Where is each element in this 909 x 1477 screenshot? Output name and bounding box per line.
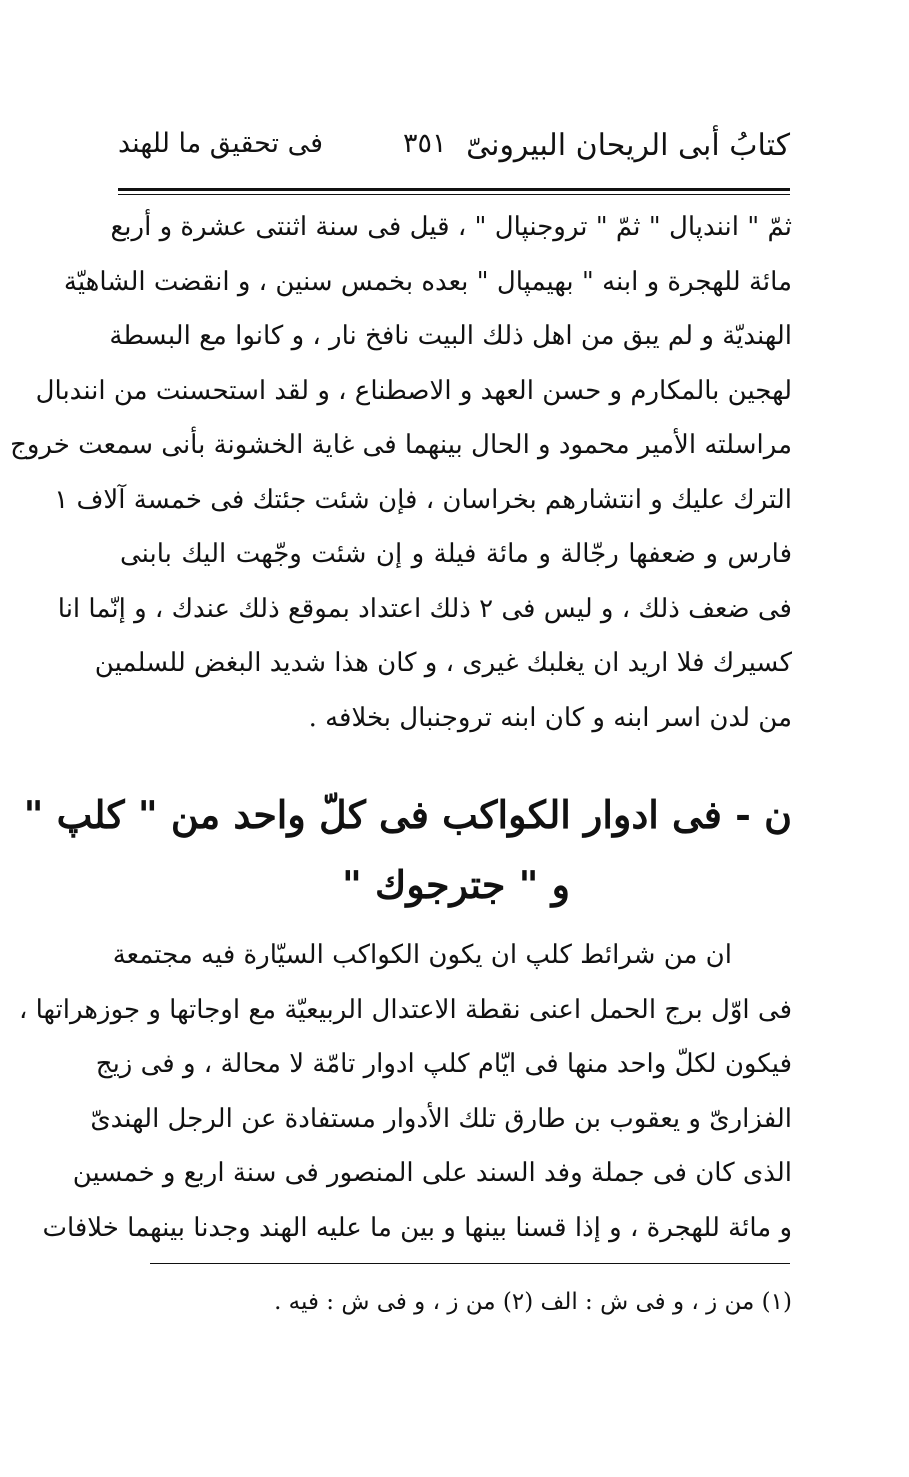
text-line: مراسلته الأمير محمود و الحال بينهما فى غاية الخشونة بأنى سمعت خروج [10,430,792,460]
footnote-rule [150,1263,790,1264]
text-line: الهنديّة و لم يبق من اهل ذلك البيت نافخ نار ، و كانوا مع البسطة [109,321,792,351]
book-title: كتابُ أبى الريحان البيرونىّ [466,128,790,163]
text-line: و مائة للهجرة ، و إذا قسنا بينها و بين ما عليه الهند وجدنا بينهما خلافات [42,1212,792,1243]
text-line: من لدن اسر ابنه و كان ابنه تروجنبال بخلافه . [308,702,792,733]
heading-line: و " جترجوك " [342,862,570,907]
text-line: فى اوّل برج الحمل اعنى نقطة الاعتدال الربيعيّة مع اوجاتها و جوزهراتها ، [18,994,792,1025]
text-line: الفزارىّ و يعقوب بن طارق تلك الأدوار مستفادة عن الرجل الهندىّ [90,1103,792,1134]
text-line: مائة للهجرة و ابنه " بهيمپال " بعده بخمس سنين ، و انقضت الشاهيّة [63,266,792,297]
text-line: فيكون لكلّ واحد منها فى ايّام كلپ ادوار تامّة لا محالة ، و فى زيج [95,1049,792,1079]
running-head [118,128,790,178]
header-rule [118,188,790,191]
text-line: ثمّ " انندپال " ثمّ " تروجنپال " ، قيل فى سنة اثنتى عشرة و أربع [110,212,792,242]
text-line: كسيرك فلا اريد ان يغلبك غيرى ، و كان هذا شديد البغض للسلمين [94,648,792,678]
text-line: لهجين بالمكارم و حسن العهد و الاصطناع ، و لقد استحسنت من انندبال [35,375,792,406]
page-number: ٣٥١ [403,128,447,159]
header-rule-thin [118,194,790,195]
text-line: فى ضعف ذلك ، و ليس فى ٢ ذلك اعتداد بموقع ذلك عندك ، و إنّما انا [57,593,792,624]
footnote: (١) من ز ، و فى ش : الف (٢) من ز ، و فى ش : فيه . [274,1289,792,1315]
text-line: الترك عليك و انتشارهم بخراسان ، فإن شئت جئتك فى خمسة آلاف ١ [54,484,792,515]
heading-line: ن - فى ادوار الكواكب فى كلّ واحد من " كلپ " [23,792,792,837]
chapter-heading [23,780,792,920]
text-line: فارس و ضعفها رجّالة و مائة فيلة و إن شئت وجّهت اليك بابنى [120,539,792,569]
paragraph-1 [10,200,792,745]
text-line: الذى كان فى جملة وفد السند على المنصور فى سنة اربع و خمسين [72,1158,792,1188]
section-title: فى تحقيق ما للهند [118,128,324,159]
text-line: ان من شرائط كلپ ان يكون الكواكب السيّارة فيه مجتمعة [112,940,732,970]
paragraph-2 [18,928,792,1255]
